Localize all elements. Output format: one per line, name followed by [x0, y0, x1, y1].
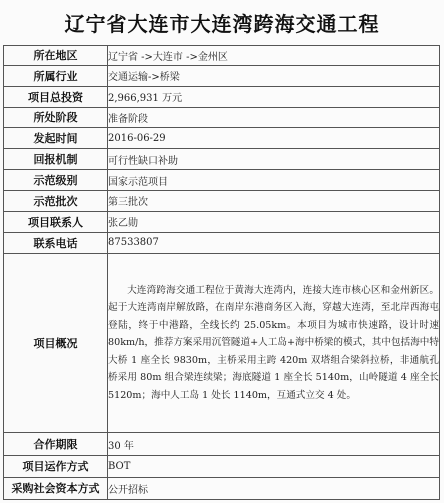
row-value: 30 年: [108, 433, 440, 456]
page-title: 辽宁省大连市大连湾跨海交通工程: [64, 11, 380, 36]
row-value: 张乙勋: [108, 211, 440, 232]
row-label: 联系电话: [4, 232, 108, 253]
row-value: BOT: [108, 456, 440, 478]
row-label: 发起时间: [4, 128, 108, 149]
project-info-table: [3, 45, 440, 500]
table-row-term: [4, 433, 440, 456]
table-row-launch-date: [4, 128, 440, 149]
row-value: 辽宁省 ->大连市 ->金州区: [108, 46, 440, 66]
row-label: 项目概况: [4, 253, 108, 433]
row-label: 所处阶段: [4, 107, 108, 128]
table-row-investment: [4, 86, 440, 107]
row-value: 国家示范项目: [108, 170, 440, 191]
table-row-region: [4, 46, 440, 66]
table-row-return-mechanism: [4, 149, 440, 170]
row-value: 第三批次: [108, 190, 440, 211]
row-value: 87533807: [108, 232, 440, 253]
table-row-operation-mode: [4, 456, 440, 478]
row-label: 项目运作方式: [4, 456, 108, 478]
row-label: 示范批次: [4, 190, 108, 211]
row-value: 可行性缺口补助: [108, 149, 440, 170]
project-overview-text: 大连湾跨海交通工程位于黄海大连湾内，连接大连市核心区和金州新区。起于大连湾南岸解放路，在南岸东港商务区入海，穿越大连湾，至北岸西海屯登陆，终于中港路，全线长约 25.05km。本项目为城市快速路，设计时速 80km/h，推荐方案采用沉管隧道+人工岛+海中桥梁的模式，其中包括海中特大桥 1 座全长 9830m，主桥采用主跨 420m 双塔组合梁斜拉桥，非通航孔桥采用 80m 组合梁连续梁；海底隧道 1 座全长 5140m，山岭隧道 4 座全长 5120m；海中人工岛 1 处长 1140m，互通式立交 4 处。: [108, 253, 440, 433]
row-value: 公开招标: [108, 477, 440, 499]
row-label: 项目联系人: [4, 211, 108, 232]
row-label: 所属行业: [4, 65, 108, 86]
table-row-demo-batch: [4, 190, 440, 211]
row-value: 2,966,931 万元: [108, 86, 440, 107]
table-row-industry: [4, 65, 440, 86]
table-row-demo-level: [4, 170, 440, 191]
row-label: 示范级别: [4, 170, 108, 191]
table-row-procurement: [4, 477, 440, 499]
row-label: 项目总投资: [4, 86, 108, 107]
row-label: 回报机制: [4, 149, 108, 170]
row-label: 所在地区: [4, 46, 108, 66]
table-row-contact-phone: [4, 232, 440, 253]
row-label: 合作期限: [4, 433, 108, 456]
row-value: 准备阶段: [108, 107, 440, 128]
row-label: 采购社会资本方式: [4, 477, 108, 499]
table-row-overview: [4, 253, 440, 433]
row-value: 2016-06-29: [108, 128, 440, 149]
row-value: 交通运输->桥梁: [108, 65, 440, 86]
table-row-stage: [4, 107, 440, 128]
table-row-contact-person: [4, 211, 440, 232]
